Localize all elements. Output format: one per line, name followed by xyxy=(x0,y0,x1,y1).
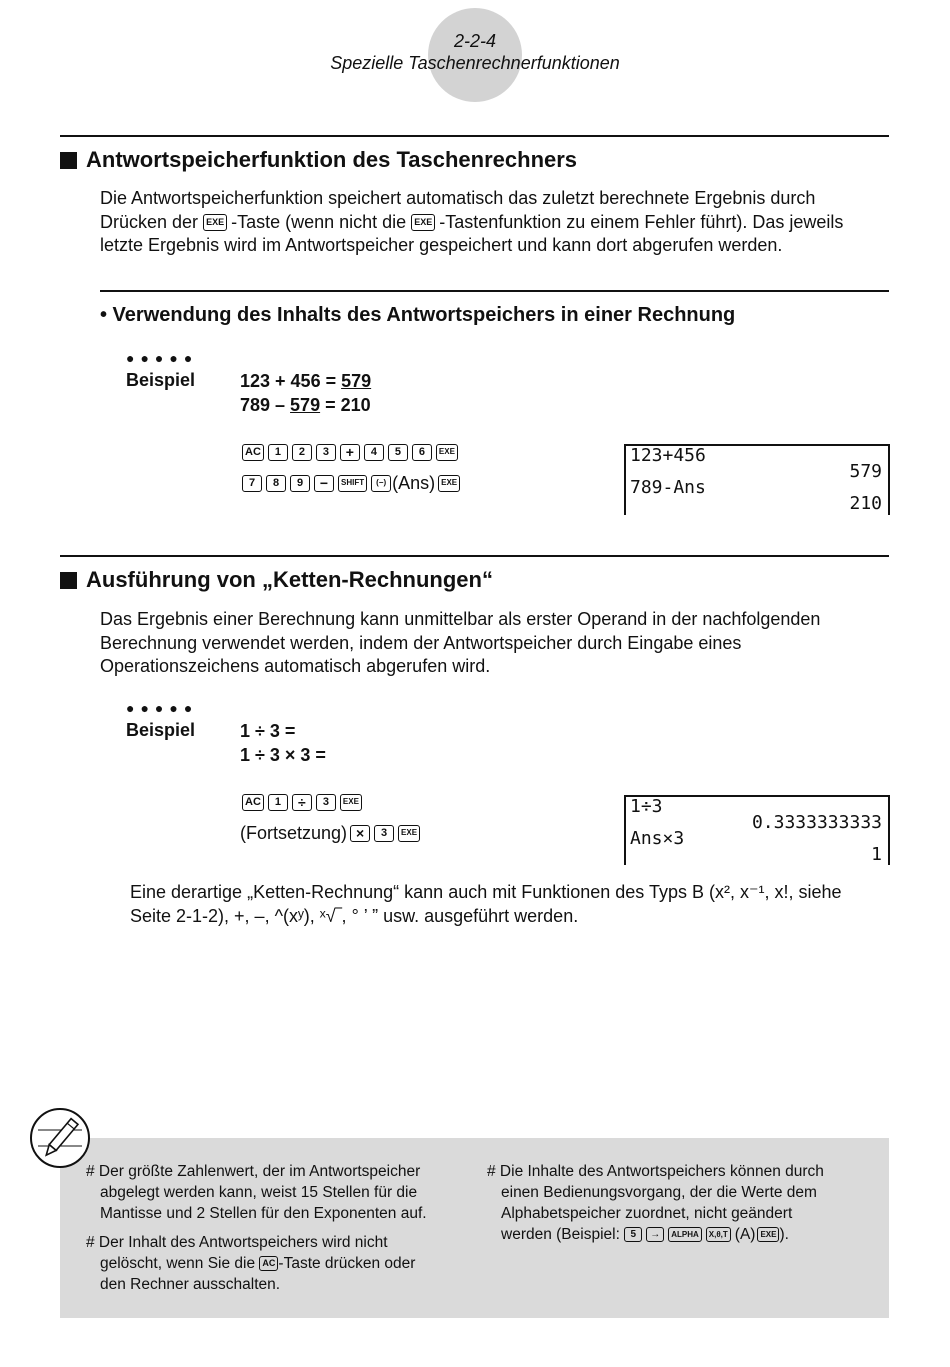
exe-key-icon: EXE xyxy=(411,214,435,231)
minus-key-icon: − xyxy=(314,475,334,492)
section-rule xyxy=(60,135,889,137)
exe-key-icon: EXE xyxy=(203,214,227,231)
example-calculation xyxy=(240,369,371,417)
key-7-icon: 7 xyxy=(242,475,262,492)
screen-result: 579 xyxy=(849,461,882,482)
example-dots: ●●●●● xyxy=(126,700,199,716)
ac-key-icon: AC xyxy=(242,444,264,461)
calc-text: 123 + 456 = xyxy=(240,371,342,391)
pencil-icon xyxy=(30,1108,90,1168)
chapter-title: Spezielle Taschenrechnerfunktionen xyxy=(330,53,620,73)
pencil-icon-svg xyxy=(32,1110,88,1166)
note-line: Eine derartige „Ketten-Rechnung“ kann auch mit Funktionen des Typs B (x², x⁻¹, x!, siehe xyxy=(130,882,842,902)
key-5-icon: 5 xyxy=(388,444,408,461)
note-line: Seite 2-1-2), +, –, ^(xʸ), ˣ√‾, ° ’ ” usw. ausgeführt werden. xyxy=(130,905,579,926)
calc-line xyxy=(240,393,371,417)
key-3-icon: 3 xyxy=(374,825,394,842)
screen-result: 0.3333333333 xyxy=(751,812,882,833)
example-dots: ●●●●● xyxy=(126,350,199,366)
section2-heading xyxy=(60,567,493,593)
screen-line xyxy=(626,844,888,865)
key-row xyxy=(242,788,424,816)
key-sequence-2 xyxy=(242,788,424,847)
key-1-icon: 1 xyxy=(268,444,288,461)
subsection-rule xyxy=(100,290,889,292)
exe-key-icon: EXE xyxy=(438,475,460,492)
key-9-icon: 9 xyxy=(290,475,310,492)
key-6-icon: 6 xyxy=(412,444,432,461)
subsection-heading: • Verwendung des Inhalts des Antwortspeichers in einer Rechnung xyxy=(100,304,736,326)
section1-heading xyxy=(60,147,577,173)
para-line: letzte Ergebnis wird im Antwortspeicher gespeichert und kann dort abgerufen werden. xyxy=(100,235,783,255)
note-text: # Die Inhalte des Antwortspeichers können durch xyxy=(487,1163,824,1180)
para-text: Drücken der xyxy=(100,211,199,232)
xthetat-key-icon: X,θ,T xyxy=(706,1227,731,1242)
screen-input: 789-Ans xyxy=(630,477,706,498)
calc-line: 1 ÷ 3 = xyxy=(240,721,296,741)
note-text: einen Bedienungsvorgang, der die Werte dem xyxy=(501,1184,817,1201)
section-rule xyxy=(60,555,889,557)
key-4-icon: 4 xyxy=(364,444,384,461)
note-text xyxy=(487,1224,877,1245)
note-text: # Der größte Zahlenwert, der im Antwortspeicher xyxy=(86,1163,421,1180)
shift-key-icon: SHIFT xyxy=(338,475,367,492)
key-2-icon: 2 xyxy=(292,444,312,461)
note-text xyxy=(86,1253,466,1274)
screen-result: 1 xyxy=(871,844,882,865)
calculator-screen-1 xyxy=(624,444,890,515)
note-left-2 xyxy=(86,1232,466,1295)
key-8-icon: 8 xyxy=(266,475,286,492)
exe-key-icon: EXE xyxy=(340,794,362,811)
alpha-key-icon: ALPHA xyxy=(668,1227,702,1242)
screen-line xyxy=(626,493,888,514)
note-right xyxy=(487,1161,877,1245)
square-bullet-icon xyxy=(60,572,77,589)
section2-title: Ausführung von „Ketten-Rechnungen“ xyxy=(86,567,493,592)
note-left-1 xyxy=(86,1161,466,1224)
note-text-part: gelöscht, wenn Sie die xyxy=(100,1255,256,1272)
ac-key-icon: AC xyxy=(242,794,264,811)
note-text-part: werden (Beispiel: xyxy=(501,1226,620,1243)
section1-title: Antwortspeicherfunktion des Taschenrechners xyxy=(86,147,578,172)
ans-label: (Ans) xyxy=(392,472,436,493)
multiply-key-icon: × xyxy=(350,825,370,842)
key-row xyxy=(242,438,464,466)
exe-key-icon: EXE xyxy=(398,825,420,842)
para-line: Berechnung verwendet werden, indem der Antwortspeicher durch Eingabe eines xyxy=(100,632,742,653)
para-line xyxy=(100,211,900,235)
note-text: Alphabetspeicher zuordnet, nicht geändert xyxy=(501,1205,793,1222)
note-text: Mantisse und 2 Stellen für den Exponenten auf. xyxy=(100,1205,427,1222)
exe-key-icon: EXE xyxy=(436,444,458,461)
divide-key-icon: ÷ xyxy=(292,794,312,811)
note-text: abgelegt werden kann, weist 15 Stellen für die xyxy=(100,1184,418,1201)
exe-key-icon: EXE xyxy=(757,1227,779,1242)
note-text: den Rechner ausschalten. xyxy=(100,1276,281,1293)
calc-line xyxy=(240,369,371,393)
calc-answer: 579 xyxy=(341,371,372,391)
square-bullet-icon xyxy=(60,152,77,169)
section2-paragraph xyxy=(100,608,900,679)
calc-text: 789 – xyxy=(240,395,291,415)
screen-line xyxy=(626,828,888,849)
negative-key-icon: (−) xyxy=(371,475,391,492)
ac-key-icon: AC xyxy=(259,1256,278,1271)
key-1-icon: 1 xyxy=(268,794,288,811)
calc-line: 1 ÷ 3 × 3 = xyxy=(240,745,326,765)
continuation-label: (Fortsetzung) xyxy=(240,822,348,843)
example-label: Beispiel xyxy=(126,720,196,740)
calculator-screen-2 xyxy=(624,795,890,865)
plus-key-icon: + xyxy=(340,444,360,461)
calc-text: = 210 xyxy=(320,395,371,415)
screen-result: 210 xyxy=(849,493,882,514)
example-calculation xyxy=(240,719,326,767)
key-row xyxy=(242,469,464,497)
example-label: Beispiel xyxy=(126,370,196,390)
section1-paragraph xyxy=(100,187,900,258)
screen-input: 123+456 xyxy=(630,445,706,466)
key-5-icon: 5 xyxy=(624,1227,642,1242)
key-3-icon: 3 xyxy=(316,444,336,461)
para-line: Das Ergebnis einer Berechnung kann unmittelbar als erster Operand in der nachfolgenden xyxy=(100,609,821,629)
note-text-part: -Taste drücken oder xyxy=(278,1255,416,1272)
screen-input: 1÷3 xyxy=(630,796,663,817)
para-line: Die Antwortspeicherfunktion speichert automatisch das zuletzt berechnete Ergebnis durch xyxy=(100,188,816,208)
note-text-part: (A) xyxy=(734,1226,756,1243)
para-text: -Tastenfunktion zu einem Fehler führt). Das jeweils xyxy=(439,211,844,232)
para-line: Operationszeichens automatisch abgerufen wird. xyxy=(100,656,491,676)
note-text-part: ). xyxy=(779,1226,789,1243)
para-text: -Taste (wenn nicht die xyxy=(231,211,407,232)
calc-answer: 579 xyxy=(290,395,321,415)
key-3-icon: 3 xyxy=(316,794,336,811)
arrow-key-icon: → xyxy=(646,1227,664,1242)
screen-input: Ans×3 xyxy=(630,828,685,849)
chain-note xyxy=(130,881,900,928)
key-row xyxy=(240,819,424,847)
page-number: 2-2-4 xyxy=(453,31,497,51)
key-sequence-1 xyxy=(242,438,464,497)
note-text: # Der Inhalt des Antwortspeichers wird nicht xyxy=(86,1234,388,1251)
